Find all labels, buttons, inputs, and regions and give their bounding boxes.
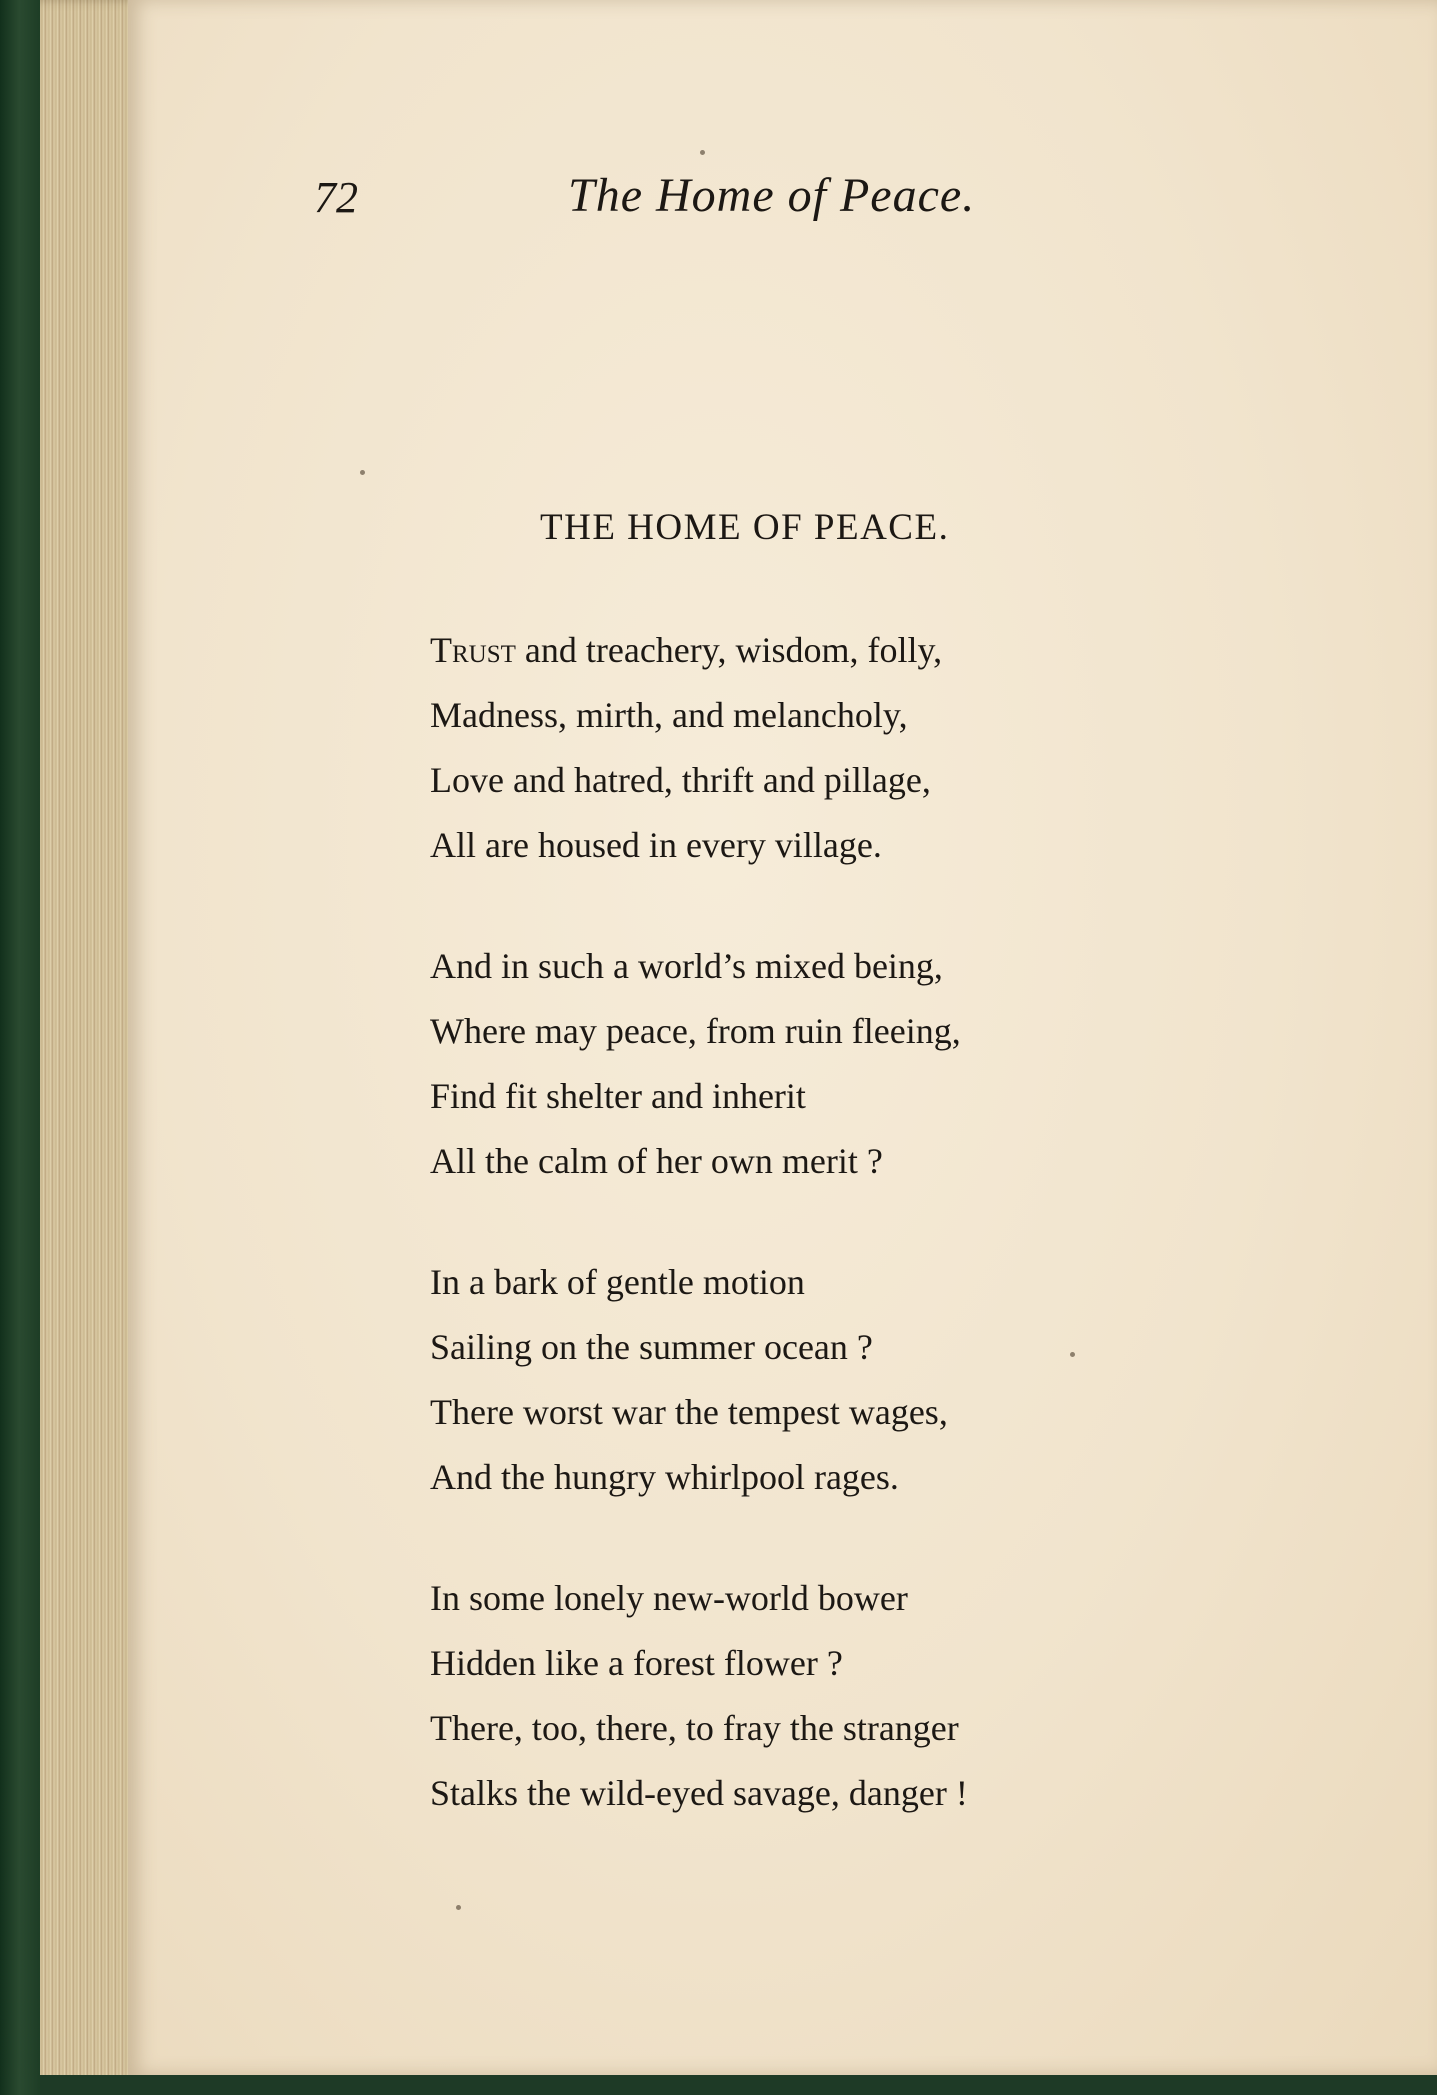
running-head (0, 168, 1437, 228)
poem-title: THE HOME OF PEACE. (540, 507, 950, 548)
paper-speck (360, 470, 365, 475)
paper-speck (700, 150, 705, 155)
poem-line: There worst war the tempest wages, (430, 1392, 948, 1432)
poem-line: Love and hatred, thrift and pillage, (430, 760, 931, 800)
stanza-2 (430, 938, 1110, 1198)
bottom-binding (40, 2075, 1437, 2095)
poem-line: Hidden like a forest flower ? (430, 1643, 843, 1683)
poem-line (430, 622, 1110, 687)
poem-line: All are housed in every village. (430, 825, 882, 865)
stanza-4 (430, 1570, 1110, 1830)
poem-line: Stalks the wild-eyed savage, danger ! (430, 1773, 968, 1813)
paper-speck (1070, 1352, 1075, 1357)
page-number: 72 (314, 173, 358, 222)
poem-line: And in such a world’s mixed being, (430, 946, 943, 986)
poem-line: In a bark of gentle motion (430, 1262, 805, 1302)
poem-line: Madness, mirth, and melancholy, (430, 695, 908, 735)
poem-body (430, 622, 1110, 1886)
poem-line: There, too, there, to fray the stranger (430, 1708, 959, 1748)
page-edges (40, 0, 140, 2095)
poem-line: Find fit shelter and inherit (430, 1076, 806, 1116)
stanza-1 (430, 622, 1110, 882)
poem-line: All the calm of her own merit ? (430, 1141, 883, 1181)
poem-line: And the hungry whirlpool rages. (430, 1457, 899, 1497)
first-line-rest: and treachery, wisdom, folly, (515, 630, 943, 670)
paper-speck (456, 1905, 461, 1910)
running-title: The Home of Peace. (568, 169, 976, 222)
first-word: Trust (430, 630, 516, 670)
poem-line: In some lonely new-world bower (430, 1578, 908, 1618)
poem-line: Sailing on the summer ocean ? (430, 1327, 873, 1367)
stanza-3 (430, 1254, 1110, 1514)
poem-line: Where may peace, from ruin fleeing, (430, 1011, 961, 1051)
